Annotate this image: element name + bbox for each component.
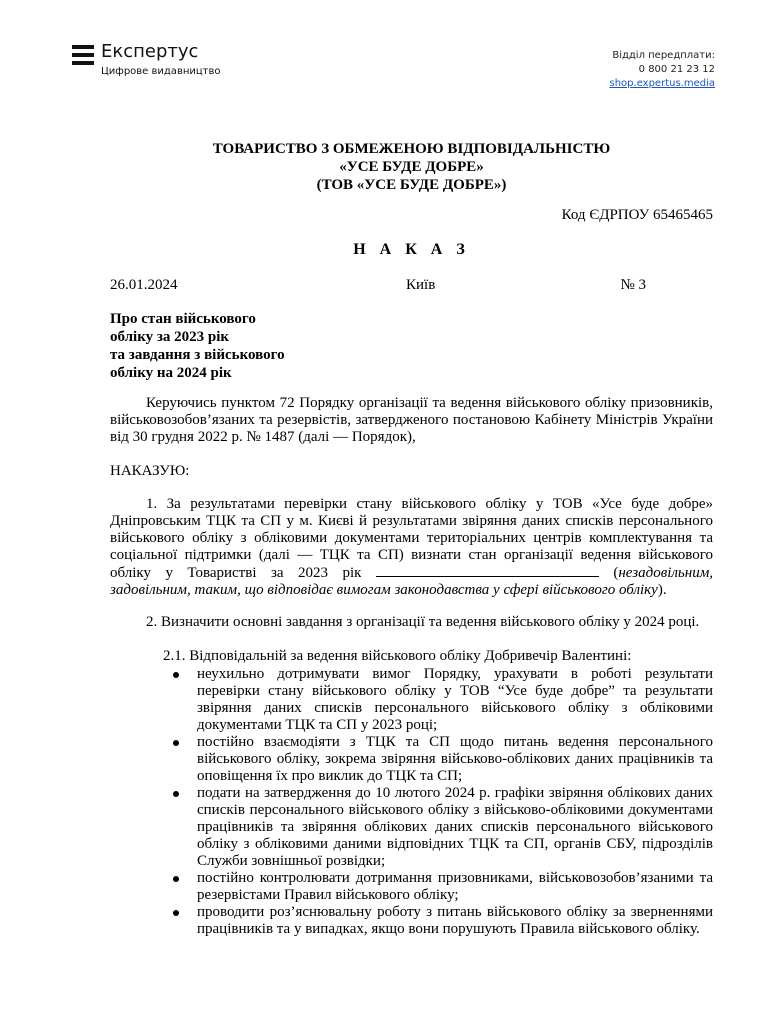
bullet-icon [173,910,179,916]
bullet-text: постійно контролювати дотримання призовниками, військовозобов’язаними та резервістами Правил військового обліку; [197,870,713,903]
bullet-text: подати на затвердження до 10 лютого 2024 р. графіки звіряння облікових даних списків персонального військового обліку з військово-обліковими документами працівників та звіряння облікових даних списків персонального військового обліку з обліковими даними відповідних ТЦК та СП, органів СБУ, підрозділів Служби зовнішньої розвідки; [197,785,713,869]
item-1-open-paren: ( [613,565,619,581]
subject-line-1: Про стан військового [110,311,256,327]
logo-subtitle: Цифрове видавництво [101,66,221,77]
subject-line-4: обліку на 2024 рік [110,365,232,381]
bullet-icon [173,876,179,882]
nakazuyu-heading: НАКАЗУЮ: [110,463,190,479]
order-date: 26.01.2024 [110,277,178,293]
order-number: № 3 [620,277,646,293]
list-item [170,734,713,785]
order-city: Київ [406,277,436,293]
fill-in-blank [376,564,599,577]
bullet-text: проводити роз’яснювальну роботу з питань військового обліку за зверненнями працівників та у випадках, якщо вони порушують Правила військового обліку. [197,904,713,937]
item-1-paragraph [110,496,713,599]
shop-link[interactable]: shop.expertus.media [609,78,715,89]
subscription-info [610,49,716,91]
order-subject [110,310,350,382]
org-line-1: ТОВАРИСТВО З ОБМЕЖЕНОЮ ВІДПОВІДАЛЬНІСТЮ [212,141,611,157]
item-1-italic-note: незадовільним, задовільним, таким, що відповідає вимогам законодавства у сфері військового обліку [110,565,714,598]
bullet-icon [173,791,179,797]
list-item [170,904,713,938]
preamble-paragraph: Керуючись пунктом 72 Порядку організації та ведення військового обліку призовників, військовозобов’язаних та резервістів, затвердженого постановою Кабінету Міністрів України від 30 грудня 2022 р. № 1487 (далі — Порядок), [110,395,713,445]
list-item [170,870,713,904]
bullet-text: неухильно дотримувати вимог Порядку, урахувати в роботі результати перевірки стану військового обліку у ТОВ “Усе буде добре” та результати звіряння даних списків персонального військового обліку з обліковими документами ТЦК та СП у 2023 році; [197,666,713,733]
edrpou-code: Код ЄДРПОУ 65465465 [561,207,713,223]
list-item [170,785,713,870]
list-item [170,666,713,734]
subscription-label: Відділ передплати: [612,50,715,61]
logo-bars-icon [72,45,94,65]
item-2-1-heading: 2.1. Відповідальній за ведення військового обліку Добривечір Валентині: [163,648,632,664]
org-line-2: «УСЕ БУДЕ ДОБРЕ» [339,159,484,175]
task-bullet-list [170,666,713,938]
bullet-icon [173,672,179,678]
subscription-phone: 0 800 21 23 12 [638,64,715,75]
item-1-text: 1. За результатами перевірки стану військового обліку у ТОВ «Усе буде добре» Дніпровським ТЦК та СП у м. Києві й результатами звіряння даних списків персонального військового обліку з обліковими документами територіальних центрів комплектування та соціальної підтримки (далі — ТЦК та СП) визнати стан організації ведення військового обліку у Товаристві за 2023 рік [110,496,713,581]
item-1-close: ). [657,582,667,598]
order-title: Н А К А З [353,241,470,258]
bullet-text: постійно взаємодіяти з ТЦК та СП щодо питань ведення персонального військового обліку, зокрема звіряння військово-облікових даних працівників та оповіщення їх про виклик до ТЦК та СП; [197,734,713,784]
org-line-3: (ТОВ «УСЕ БУДЕ ДОБРЕ») [316,177,507,193]
bullet-icon [173,740,179,746]
subject-line-3: та завдання з військового [110,347,285,363]
item-2-paragraph: 2. Визначити основні завдання з організації та ведення військового обліку у 2024 році. [146,614,700,630]
subject-line-2: обліку за 2023 рік [110,329,230,345]
organization-name [110,140,713,194]
logo-name: Експертус [101,41,199,62]
